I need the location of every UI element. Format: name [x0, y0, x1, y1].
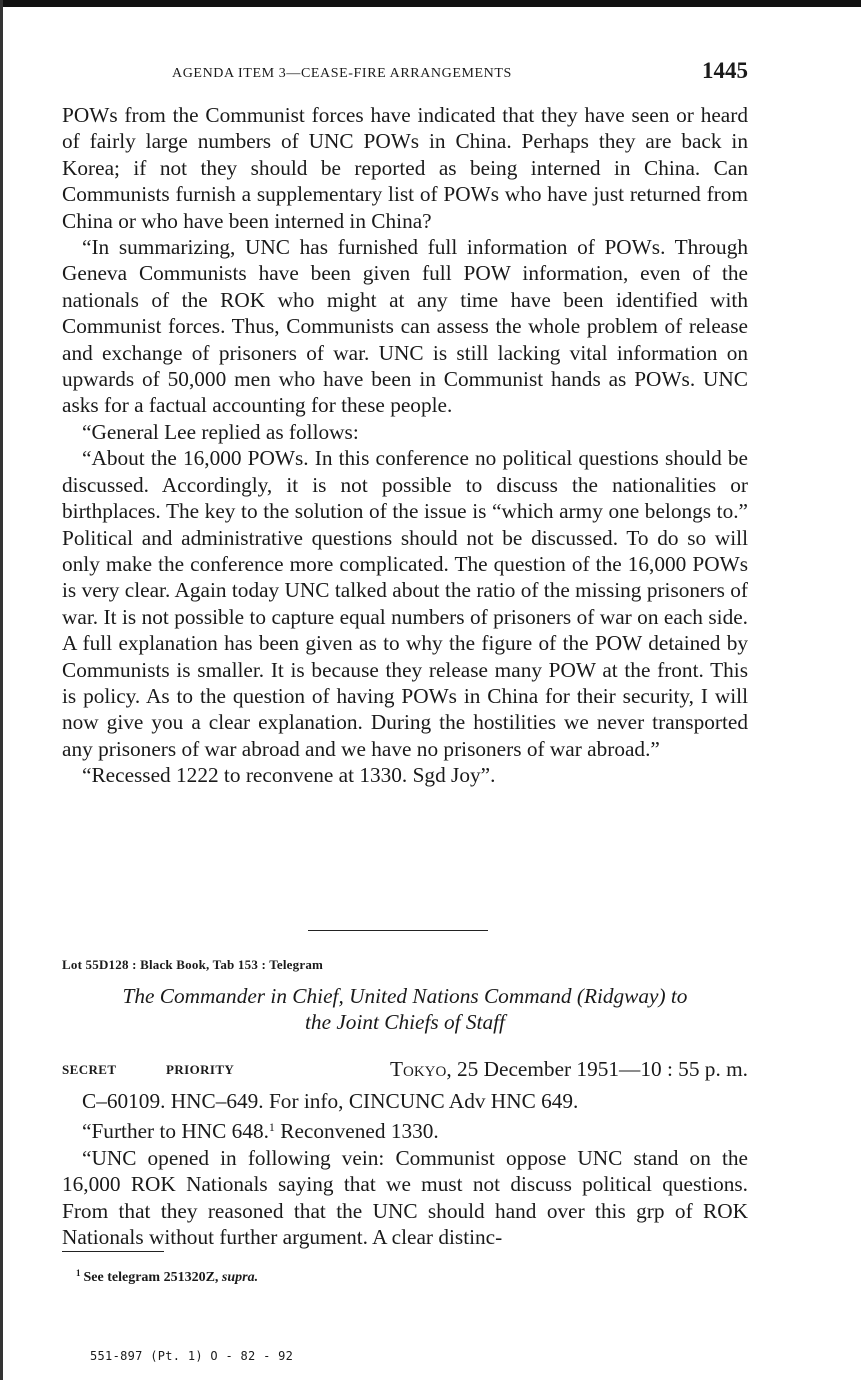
document-title-line: The Commander in Chief, United Nations Command (Ridgway) to [122, 984, 688, 1008]
running-title: AGENDA ITEM 3—CEASE-FIRE ARRANGEMENTS [172, 66, 512, 81]
footnote-marker: 1 [76, 1268, 81, 1278]
paragraph-text: “Further to HNC 648. [82, 1119, 269, 1144]
document-source: Lot 55D128 : Black Book, Tab 153 : Telegram [62, 957, 324, 972]
page-left-edge [0, 0, 3, 1380]
paragraph: “In summarizing, UNC has furnished full information of POWs. Through Geneva Communists have been given full POW information, even of the nationals of the ROK who might at any time have been identified with Communist forces. Thus, Communists can assess the whole problem of release and exchange of prisoners of war. UNC is still lacking vital information on upwards of 50,000 men who have been in Communist hands as POWs. UNC asks for a factual accounting for these people. [62, 235, 748, 418]
footnote-emphasis: supra. [221, 1270, 259, 1285]
document-title [62, 983, 748, 1035]
page-number: 1445 [702, 58, 748, 83]
body-text [62, 102, 748, 789]
dateline [390, 1057, 748, 1082]
footnote [76, 1268, 258, 1286]
section-divider [308, 930, 488, 931]
paragraph: “About the 16,000 POWs. In this conference no political questions should be discussed. Accordingly, it is not possible to discuss the nationalities or birthplaces. The key to the solution of the issue is “which army one belongs to.” Political and administrative questions should not be discussed. To do so will only make the conference more complicated. The question of the 16,000 POWs is very clear. Again today UNC talked about the ratio of the missing prisoners of war. It is not possible to capture equal numbers of prisoners of war on each side. A full explanation has been given as to why the figure of the POW detained by Communists is smaller. It is because they release many POW at the front. This is policy. As to the question of having POWs in China for their security, I will now give you a clear explanation. During the hostilities we never transported any prisoners of war abroad and we have no prisoners of war abroad.” [62, 446, 748, 761]
paragraph: “General Lee replied as follows: [82, 419, 359, 444]
paragraph: “UNC opened in following vein: Communist oppose UNC stand on the 16,000 ROK Nationals saying that we must not discuss political questions. From that they reasoned that the UNC should hand over this grp of ROK Nationals without further argument. A clear distinc- [62, 1145, 748, 1250]
page-top-edge [0, 0, 861, 7]
footnote-reference: 1 [268, 1120, 275, 1135]
footnote-divider [62, 1251, 164, 1252]
paragraph [62, 1114, 748, 1144]
paragraph-text: Reconvened 1330. [274, 1119, 439, 1144]
print-code: 551-897 (Pt. 1) O - 82 - 92 [90, 1349, 294, 1363]
footnote-text: See telegram 251320Z, [83, 1270, 222, 1285]
running-head [62, 58, 748, 92]
dateline-place: Tokyo [390, 1057, 447, 1081]
dateline-date: , 25 December 1951—10 : 55 p. m. [446, 1057, 748, 1081]
paragraph: C–60109. HNC–649. For info, CINCUNC Adv HNC 649. [82, 1089, 579, 1113]
dateline-row [62, 1057, 748, 1085]
paragraph: “Recessed 1222 to reconvene at 1330. Sgd Joy”. [82, 763, 496, 788]
telegram-text [62, 1088, 748, 1250]
paragraph: POWs from the Communist forces have indicated that they have seen or heard of fairly large numbers of UNC POWs in China. Perhaps they are back in Korea; if not they should be reported as being interned in China. Can Communists furnish a supplementary list of POWs who have just returned from China or who have been interned in China? [62, 103, 748, 233]
priority-label: PRIORITY [166, 1062, 235, 1077]
classification-label: SECRET [62, 1062, 117, 1077]
document-title-line: the Joint Chiefs of Staff [305, 1010, 505, 1034]
